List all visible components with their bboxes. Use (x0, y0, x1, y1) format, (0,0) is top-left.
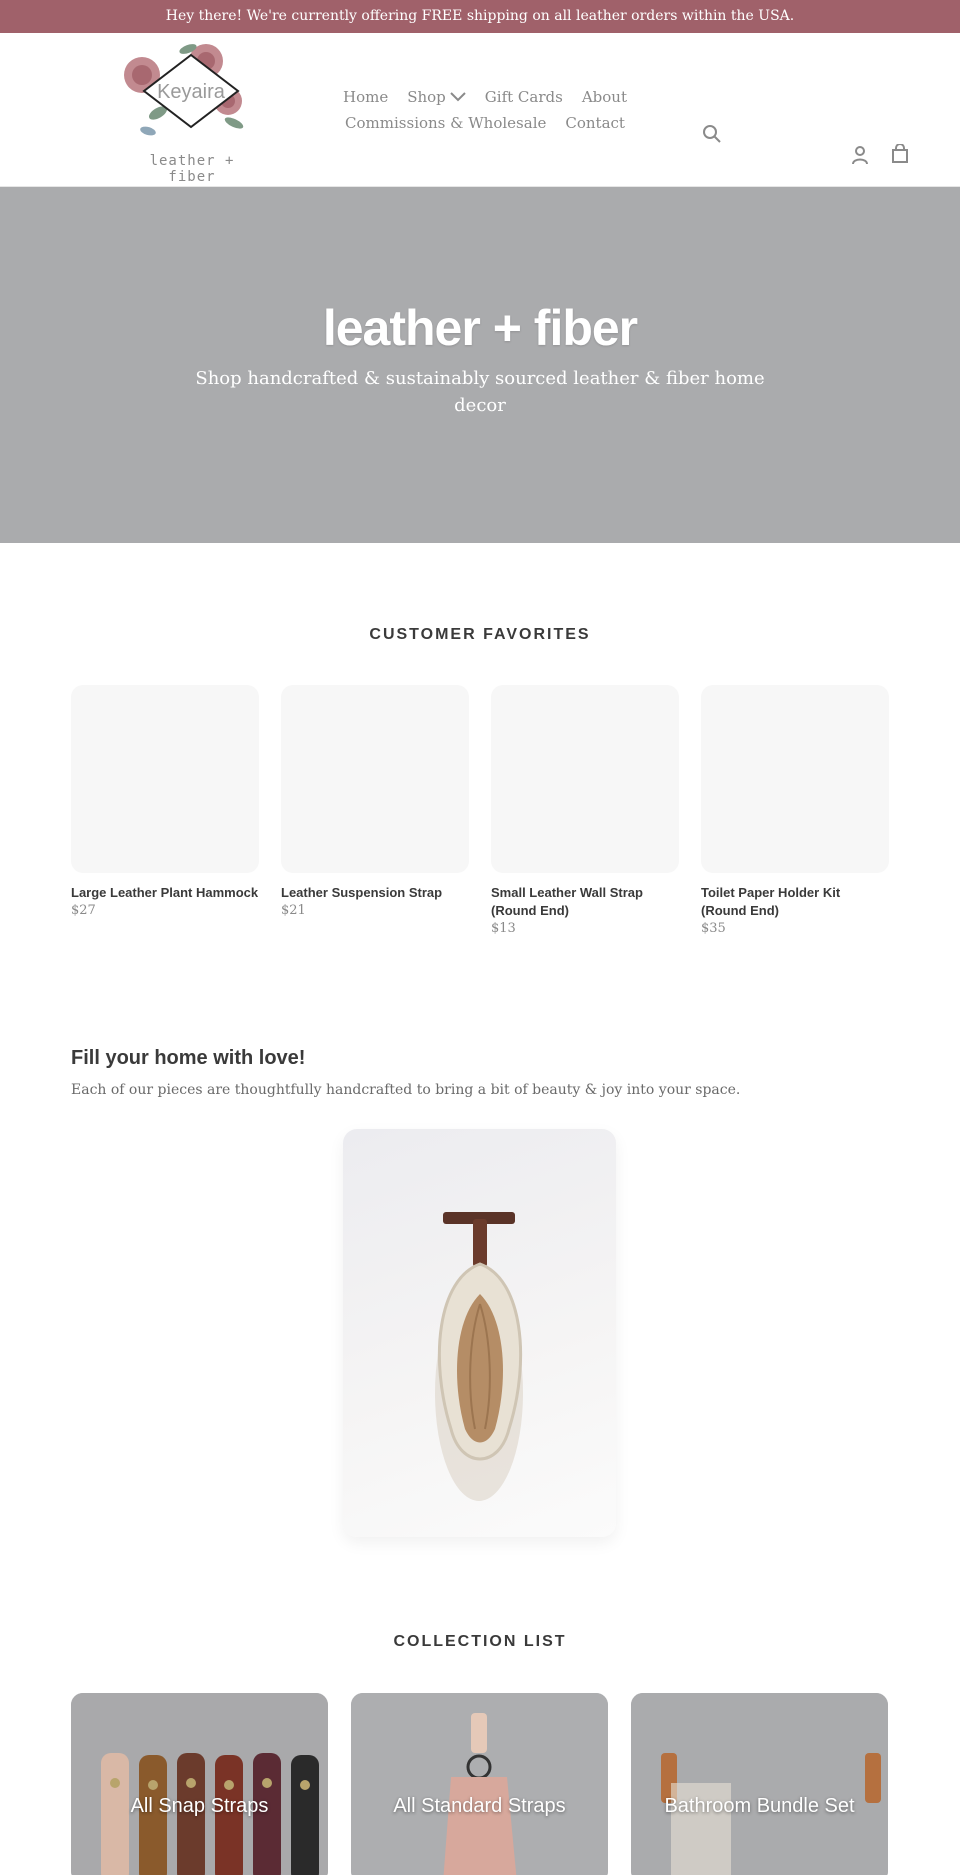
account-icon (851, 145, 869, 165)
love-text: Each of our pieces are thoughtfully handcrafted to bring a bit of beauty & joy into your space. (71, 1082, 741, 1098)
collection-list (71, 1693, 889, 1875)
logo[interactable] (118, 41, 264, 185)
product-card[interactable] (71, 685, 259, 920)
nav-shop-label: Shop (407, 88, 446, 106)
product-card[interactable] (491, 685, 679, 938)
cart-icon (891, 144, 909, 164)
hanging-basket-image (343, 1129, 616, 1537)
product-image[interactable] (281, 685, 469, 873)
announcement-bar: Hey there! We're currently offering FREE shipping on all leather orders within the USA. (0, 0, 960, 33)
search-button[interactable] (700, 122, 724, 146)
collection-label[interactable]: All Snap Straps (130, 1795, 269, 1817)
product-title[interactable]: Leather Suspension Strap (281, 885, 443, 900)
snap-straps-image (71, 1693, 328, 1875)
product-title[interactable]: Small Leather Wall Strap (Round End) (491, 885, 643, 918)
collection-card-standard-straps[interactable] (351, 1693, 608, 1875)
nav-gift-cards[interactable]: Gift Cards (484, 88, 563, 106)
collection-card-snap-straps[interactable] (71, 1693, 328, 1875)
collection-label[interactable]: Bathroom Bundle Set (664, 1795, 855, 1817)
featured-products (71, 685, 889, 945)
search-icon (702, 124, 722, 144)
product-price: $35 (701, 921, 726, 936)
logo-wordmark: Keyaira (157, 81, 225, 103)
product-title[interactable]: Large Leather Plant Hammock (71, 885, 259, 900)
hero-banner (0, 187, 960, 543)
product-price: $21 (281, 903, 306, 918)
product-price: $13 (491, 921, 516, 936)
cart-button[interactable] (888, 142, 912, 166)
account-button[interactable] (848, 143, 872, 167)
collections-heading: COLLECTION LIST (393, 1633, 567, 1650)
product-title[interactable]: Toilet Paper Holder Kit (Round End) (701, 885, 841, 918)
collection-label[interactable]: All Standard Straps (393, 1795, 566, 1817)
nav-commissions[interactable]: Commissions & Wholesale (345, 114, 547, 132)
nav-about[interactable]: About (581, 88, 627, 106)
nav-home[interactable]: Home (343, 88, 389, 106)
logo-tagline: leather + fiber (149, 153, 235, 185)
product-image[interactable] (491, 685, 679, 873)
featured-photo (343, 1129, 616, 1537)
product-price: $27 (71, 903, 96, 918)
chevron-down-icon (450, 92, 466, 102)
nav-shop[interactable] (407, 88, 466, 106)
hero-title: leather + fiber (322, 300, 638, 356)
nav-contact[interactable]: Contact (565, 114, 625, 132)
bathroom-bundle-image (631, 1693, 888, 1875)
floral-logo-icon (118, 41, 264, 153)
product-card[interactable] (281, 685, 469, 920)
featured-heading: CUSTOMER FAVORITES (369, 626, 591, 643)
product-card[interactable] (701, 685, 889, 938)
product-image[interactable] (71, 685, 259, 873)
hero-subtitle: Shop handcrafted & sustainably sourced leather & fiber home decor (195, 368, 765, 416)
collection-card-bathroom-bundle[interactable] (631, 1693, 888, 1875)
product-image[interactable] (701, 685, 889, 873)
main-nav (330, 84, 640, 136)
site-header (0, 33, 960, 187)
standard-straps-image (351, 1693, 608, 1875)
love-heading: Fill your home with love! (71, 1047, 306, 1069)
